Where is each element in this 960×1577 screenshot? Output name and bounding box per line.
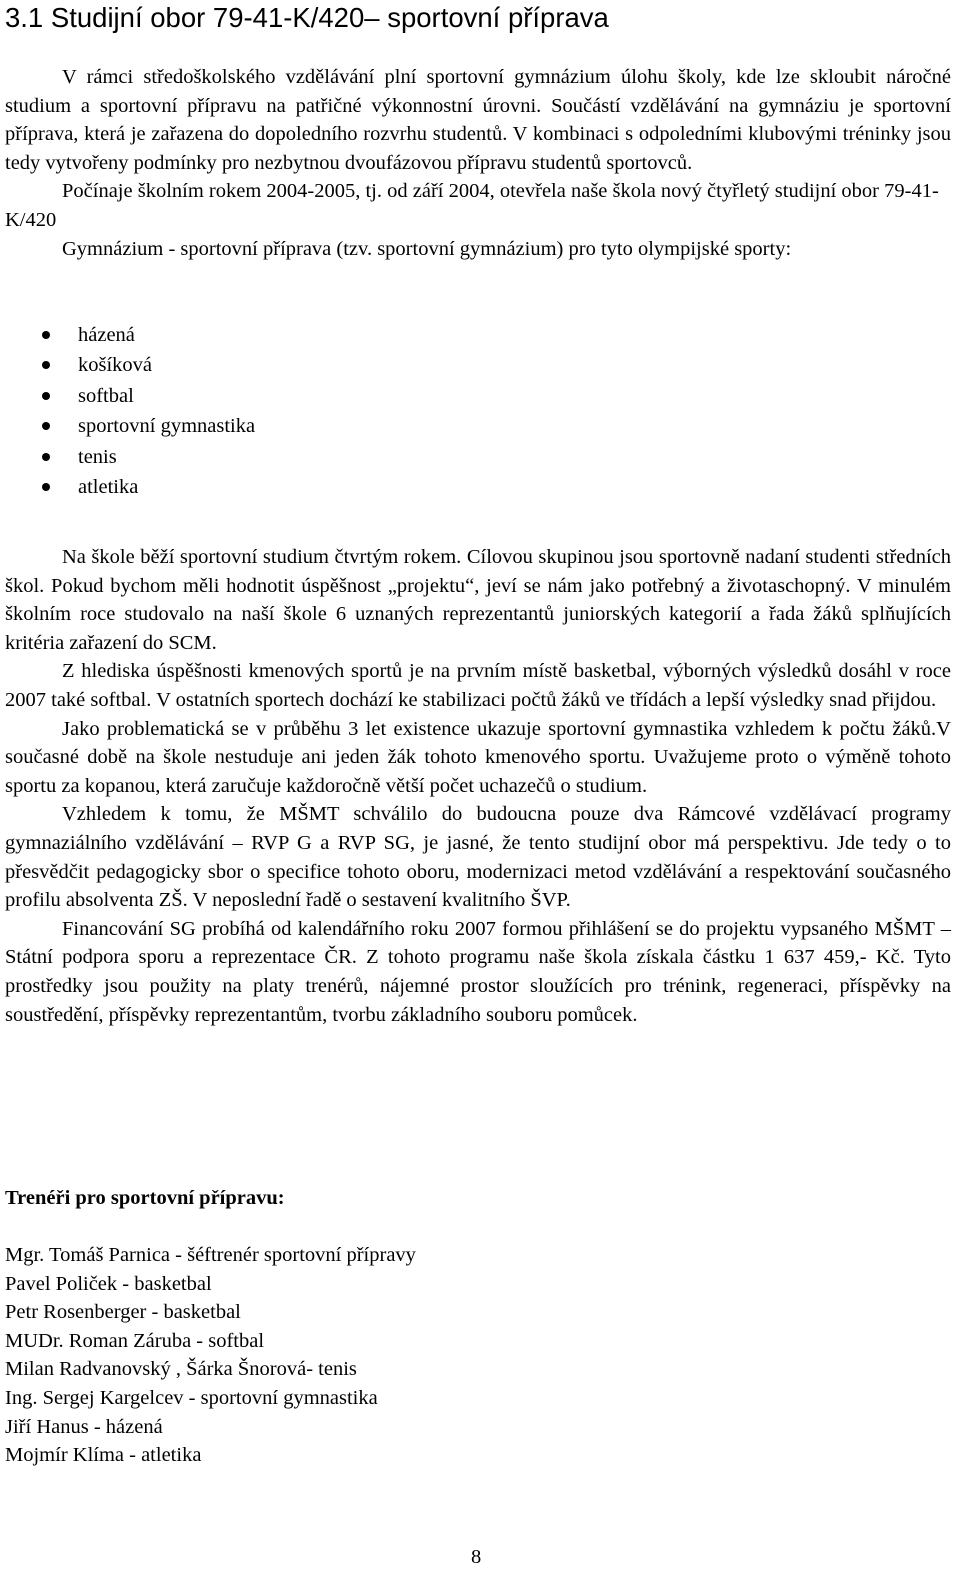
coach-list-item: Mgr. Tomáš Parnica - šéftrenér sportovní přípravy xyxy=(5,1244,416,1266)
intro-paragraph: Počínaje školním rokem 2004-2005, tj. od září 2004, otevřela naše škola nový čtyřletý studijní obor 79-41-K/420 xyxy=(5,180,939,231)
sport-list-item: sportovní gymnastika xyxy=(5,411,255,441)
sport-list-item: házená xyxy=(5,320,255,350)
body-paragraph: Vzhledem k tomu, že MŠMT schválilo do budoucna pouze dva Rámcové vzdělávací programy gymnaziálního vzdělávání – RVP G a RVP SG, je jasné, že tento studijní obor má perspektivu. Jde tedy o to přesvědčit pedagogicky sbor o specifice tohoto oboru, modernizaci metod vzdělávání a respektování současného profilu absolventa ZŠ. V neposlední řadě o sestavení kvalitního ŠVP. xyxy=(5,803,951,912)
body-paragraph: Na škole běží sportovní studium čtvrtým rokem. Cílovou skupinou jsou sportovně nadaní studenti středních škol. Pokud bychom měli hodnotit úspěšnost „projektu“, jeví se nám jako potřebný a životaschopný. V minulém školním roce studovalo na naší škole 6 uznaných reprezentantů juniorských kategorií a řada žáků splňujících kritéria zařazení do SCM. xyxy=(5,546,951,654)
page-number: 8 xyxy=(471,1546,482,1568)
section-title: 3.1 Studijní obor 79-41-K/420– sportovní příprava xyxy=(5,2,609,33)
intro-paragraph: V rámci středoškolského vzdělávání plní sportovní gymnázium úlohu školy, kde lze skloubit náročné studium a sportovní přípravu na patřičné výkonnostní úrovni. Součástí vzdělávání na gymnáziu je sportovní příprava, která je zařazena do dopoledního rozvrhu studentů. V kombinaci s odpoledními klubovými tréninky jsou tedy vytvořeny podmínky pro nezbytnou dvoufázovou přípravu studentů sportovců. xyxy=(5,66,951,174)
body-paragraph: Z hlediska úspěšnosti kmenových sportů je na prvním místě basketbal, výborných výsledků dosáhl v roce 2007 také softbal. V ostatních sportech dochází ke stabilizaci počtů žáků ve třídách a lepší výsledky snad přijdou. xyxy=(5,660,951,711)
coach-list-item: MUDr. Roman Záruba - softbal xyxy=(5,1329,265,1352)
intro-paragraph: Gymnázium - sportovní příprava (tzv. sportovní gymnázium) pro tyto olympijské sporty: xyxy=(62,237,792,260)
body-paragraph: Financování SG probíhá od kalendářního roku 2007 formou přihlášení se do projektu vypsaného MŠMT – Státní podpora sporu a reprezentace ČR. Z tohoto programu naše škola získala částku 1 637 459,- Kč. Tyto prostředky jsou použity na platy trenérů, nájemné prostor sloužících pro trénink, regeneraci, příspěvky na soustředění, příspěvky reprezentantům, tvorbu základního souboru pomůcek. xyxy=(5,917,951,1026)
coaches-heading: Trenéři pro sportovní přípravu: xyxy=(5,1187,285,1209)
coach-list-item: Milan Radvanovský , Šárka Šnorová- tenis xyxy=(5,1358,357,1381)
coach-list-item: Petr Rosenberger - basketbal xyxy=(5,1301,241,1324)
intro-section xyxy=(5,63,951,263)
sport-list-item: softbal xyxy=(5,381,255,411)
coach-list-item: Mojmír Klíma - atletika xyxy=(5,1444,202,1467)
main-section xyxy=(5,543,951,1029)
coaches-list xyxy=(5,1241,416,1470)
coach-list-item: Pavel Poliček - basketbal xyxy=(5,1272,212,1295)
sport-list-item: košíková xyxy=(5,350,255,380)
sports-list xyxy=(5,320,255,502)
coach-list-item: Jiří Hanus - házená xyxy=(5,1415,163,1438)
sport-list-item: atletika xyxy=(5,472,255,502)
coach-list-item: Ing. Sergej Kargelcev - sportovní gymnastika xyxy=(5,1386,378,1409)
body-paragraph: Jako problematická se v průběhu 3 let existence ukazuje sportovní gymnastika vzhledem k počtu žáků.V současné době na škole nestuduje ani jeden žák tohoto kmenového sportu. Uvažujeme proto o výměně tohoto sportu za kopanou, která zaručuje každoročně větší počet uchazečů o studium. xyxy=(5,717,951,797)
sport-list-item: tenis xyxy=(5,442,255,472)
